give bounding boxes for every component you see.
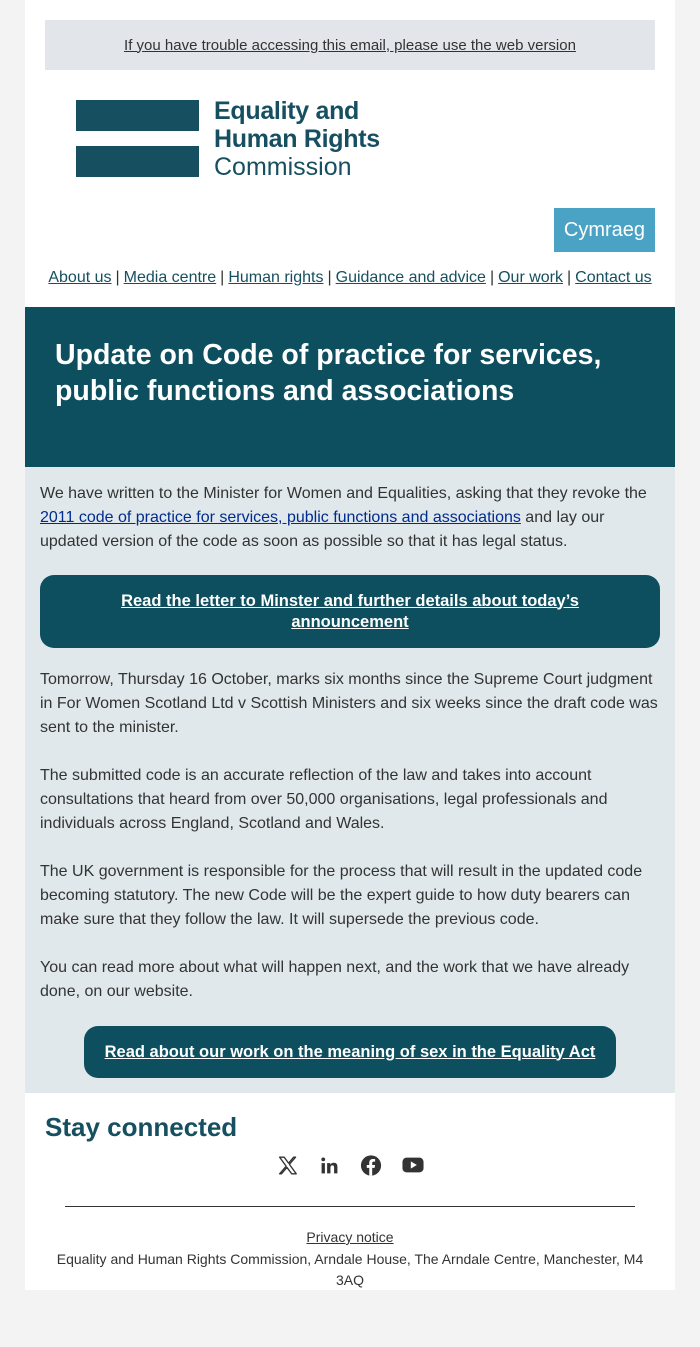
hero-banner [25, 307, 675, 467]
nav-separator: | [327, 269, 332, 286]
privacy-notice [25, 1229, 675, 1245]
social-links [25, 1152, 675, 1178]
logo-text [214, 97, 380, 181]
footer-divider [65, 1206, 635, 1207]
x-icon[interactable] [276, 1152, 298, 1178]
privacy-notice-link[interactable]: Privacy notice [306, 1229, 394, 1245]
facebook-icon[interactable] [360, 1152, 382, 1178]
nav-our-work[interactable]: Our work [498, 269, 564, 286]
read-letter-button[interactable]: Read the letter to Minster and further details about today’s announcement [40, 575, 660, 648]
linkedin-icon[interactable] [318, 1152, 340, 1178]
paragraph-3: The submitted code is an accurate reflection of the law and takes into account consultations that heard from over 50,000 organisations, legal professionals and individuals across England, Scotland and Wales. [40, 767, 608, 832]
nav-separator: | [489, 269, 495, 286]
nav-contact-us[interactable]: Contact us [575, 269, 652, 286]
logo-bar-bottom [76, 146, 199, 177]
nav-separator: | [115, 269, 120, 286]
nav-separator: | [220, 269, 225, 286]
cymraeg-button[interactable]: Cymraeg [554, 208, 655, 252]
intro-text: We have written to the Minister for Women and Equalities, asking that they revoke the [40, 485, 647, 502]
web-version-link[interactable]: If you have trouble accessing this email, please use the web version [124, 36, 576, 54]
email-container [25, 0, 675, 1290]
nav-about-us[interactable]: About us [48, 269, 112, 286]
ehrc-logo[interactable] [76, 97, 396, 187]
logo-line-1: Equality and [214, 97, 360, 125]
logo-line-2: Human Rights [214, 125, 380, 153]
intro-paragraph [40, 482, 665, 554]
logo-line-3: Commission [214, 153, 352, 181]
youtube-icon[interactable] [402, 1152, 424, 1178]
read-about-our-work-button[interactable]: Read about our work on the meaning of sex in the Equality Act [84, 1026, 616, 1078]
paragraph-5: You can read more about what will happen next, and the work that we have already done, on our website. [40, 959, 630, 1000]
nav-human-rights[interactable]: Human rights [228, 269, 324, 286]
code-of-practice-link[interactable]: 2011 code of practice for services, public functions and associations [40, 509, 521, 526]
main-content [25, 467, 675, 1093]
nav-links [25, 269, 675, 287]
nav-media-centre[interactable]: Media centre [123, 269, 217, 286]
logo-bar-top [76, 100, 199, 131]
page-title: Update on Code of practice for services, public functions and associations [55, 339, 602, 407]
web-version-bar [45, 20, 655, 70]
postal-address: Equality and Human Rights Commission, Arndale House, The Arndale Centre, Manchester, M4 3AQ [56, 1251, 644, 1288]
nav-separator: | [567, 269, 572, 286]
paragraph-4: The UK government is responsible for the process that will result in the updated code becoming statutory. The new Code will be the expert guide to how duty bearers can make sure that they follow the law. It will supersede the previous code. [40, 863, 643, 928]
stay-connected-heading: Stay connected [45, 1112, 238, 1142]
paragraph-2: Tomorrow, Thursday 16 October, marks six months since the Supreme Court judgment in For Women Scotland Ltd v Scottish Ministers and six weeks since the draft code was sent to the minister. [40, 671, 658, 736]
intro-text-end: and lay our updated version of the code as soon as possible so that it has legal status. [40, 509, 605, 550]
nav-guidance-and-advice[interactable]: Guidance and advice [335, 269, 486, 286]
